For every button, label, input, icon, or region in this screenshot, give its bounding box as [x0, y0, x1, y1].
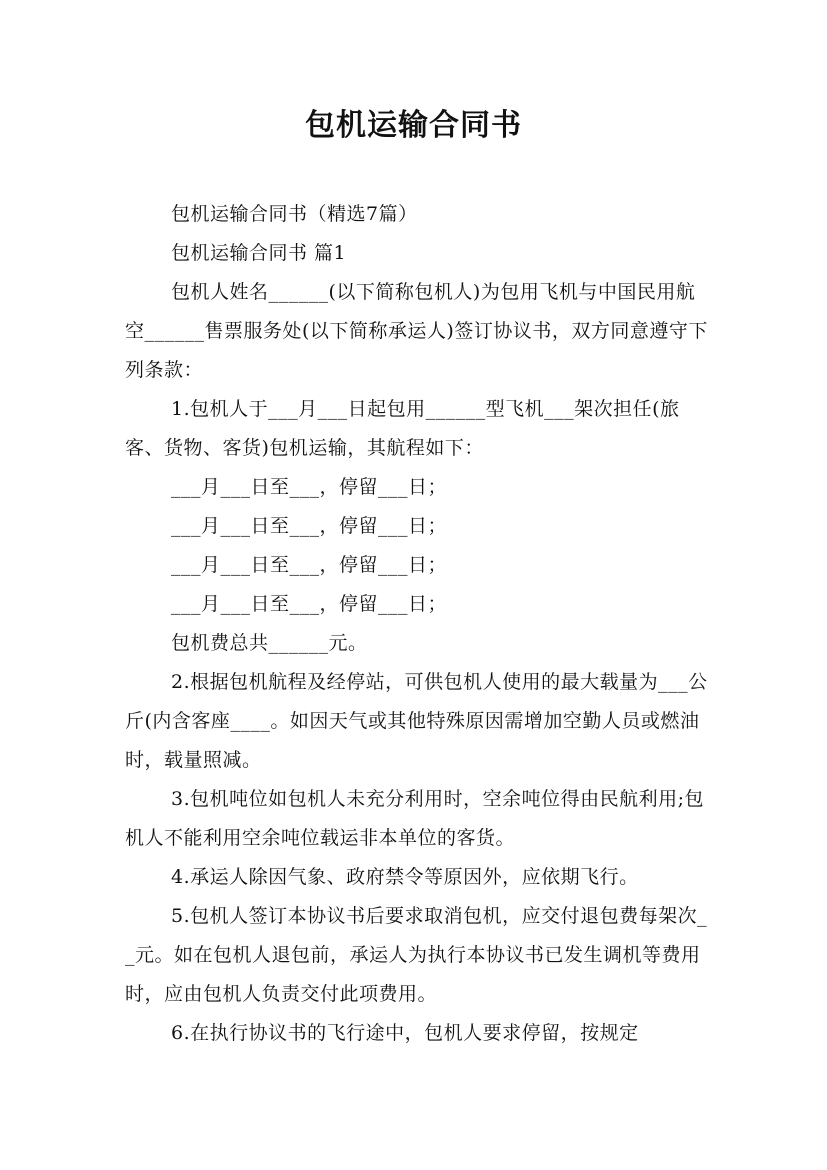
document-title: 包机运输合同书	[305, 108, 522, 143]
paragraph-clause-6: 6.在执行协议书的飞行途中，包机人要求停留，按规定	[171, 1022, 639, 1044]
paragraph-intro: 包机运输合同书（精选7篇）	[171, 203, 418, 225]
paragraph-clause-2: 2.根据包机航程及经停站，可供包机人使用的最大载量为___公斤(内含客座____。如因天气或其他特殊原因需增加空勤人员或燃油时，载量照减。	[125, 671, 708, 771]
paragraph-section-heading: 包机运输合同书 篇1	[171, 242, 347, 264]
paragraph-clause-3: 3.包机吨位如包机人未充分利用时，空余吨位得由民航利用;包机人不能利用空余吨位载运非本单位的客货。	[125, 788, 705, 849]
paragraph-total-fee: 包机费总共______元。	[171, 632, 368, 654]
paragraph-clause-1: 1.包机人于___月___日起包用______型飞机___架次担任(旅客、货物、客货)包机运输，其航程如下：	[125, 398, 680, 459]
paragraph-parties: 包机人姓名______(以下简称包机人)为包用飞机与中国民用航空______售票服务处(以下简称承运人)签订协议书，双方同意遵守下列条款：	[125, 281, 708, 381]
paragraph-route-3: ___月___日至___，停留___日；	[171, 554, 448, 576]
document-body	[125, 195, 710, 1053]
paragraph-route-1: ___月___日至___，停留___日；	[171, 476, 448, 498]
paragraph-clause-5: 5.包机人签订本协议书后要求取消包机，应交付退包费每架次__元。如在包机人退包前，承运人为执行本协议书已发生调机等费用时，应由包机人负责交付此项费用。	[125, 905, 708, 1005]
paragraph-route-2: ___月___日至___，停留___日；	[171, 515, 448, 537]
paragraph-route-4: ___月___日至___，停留___日；	[171, 593, 448, 615]
paragraph-clause-4: 4.承运人除因气象、政府禁令等原因外，应依期飞行。	[171, 866, 639, 888]
